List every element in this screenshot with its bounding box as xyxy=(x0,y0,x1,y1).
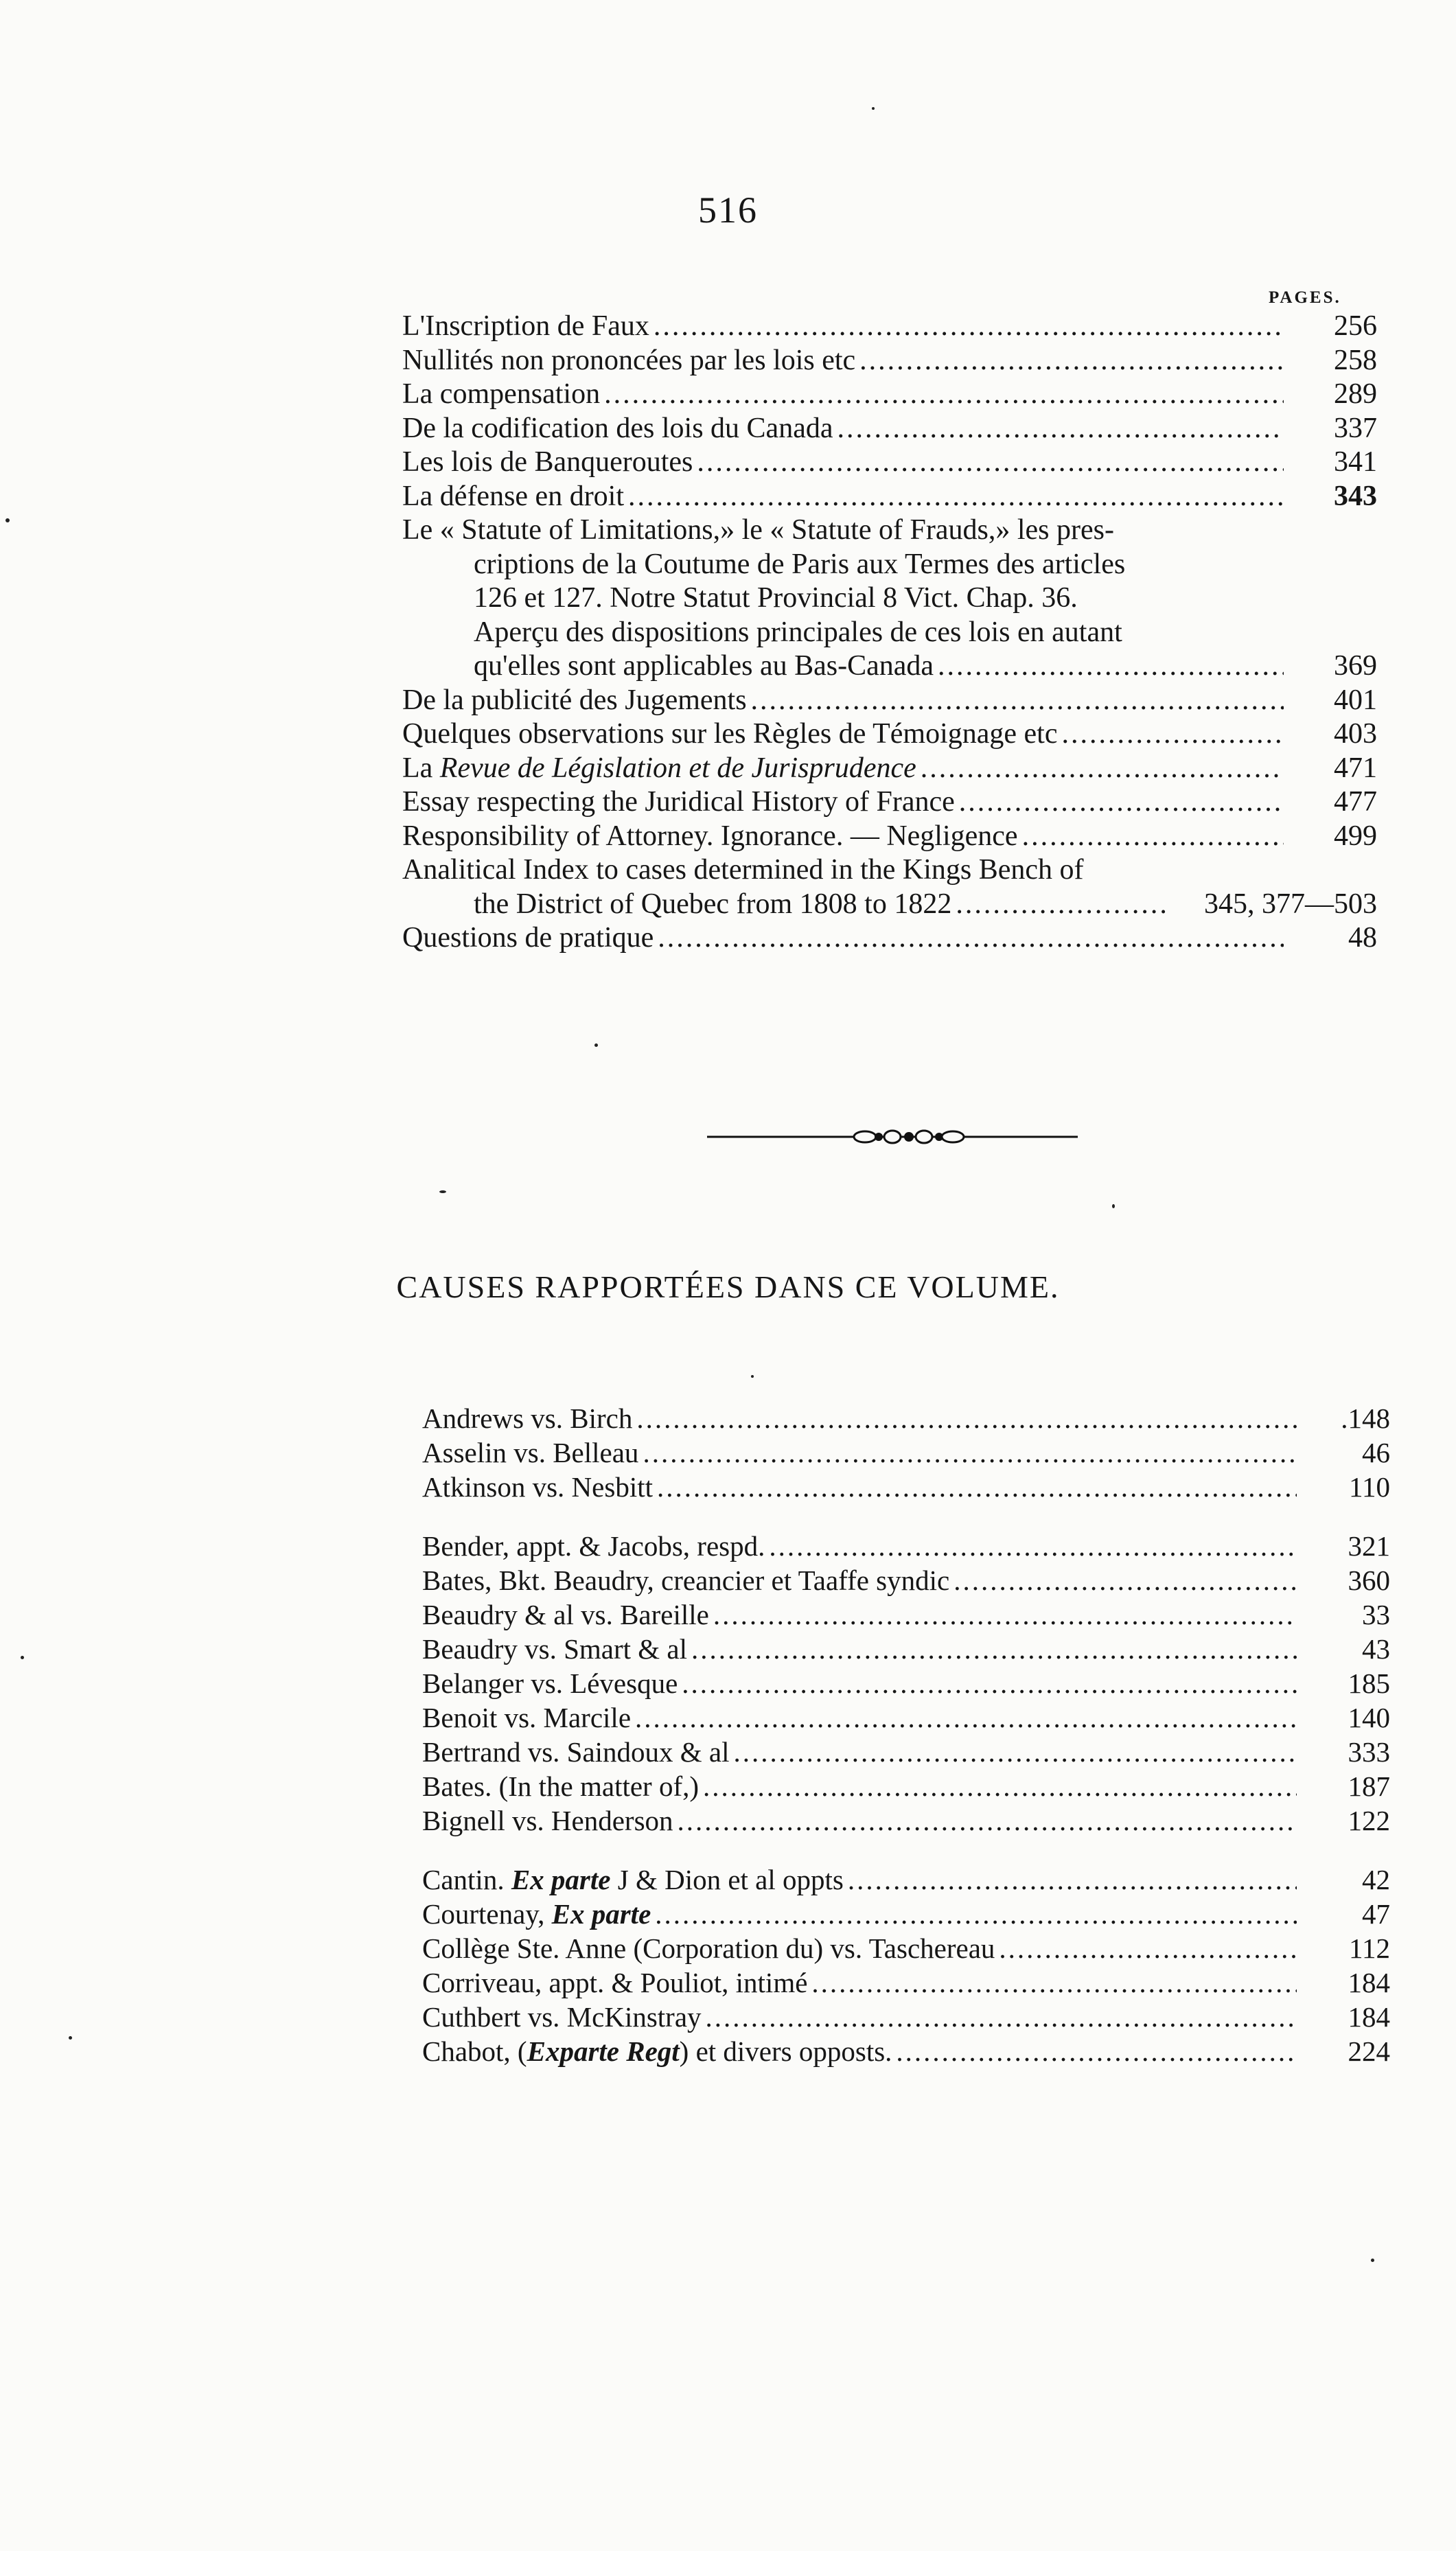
leader-dots xyxy=(657,1470,1297,1504)
leader-dots xyxy=(811,1965,1297,2000)
toc-entry-page: 256 xyxy=(1334,310,1377,342)
toc-entry-page: 401 xyxy=(1334,684,1377,716)
toc-entry-title-prefix: La xyxy=(402,752,440,784)
toc-entry-page: 337 xyxy=(1334,412,1377,444)
toc-entry-line: Le « Statute of Limitations,» le « Statute of Frauds,» les pres- xyxy=(402,514,1114,546)
case-page: 360 xyxy=(1348,1565,1390,1596)
toc-entry-line: Aperçu des dispositions principales de ces lois en autant xyxy=(474,616,1122,648)
toc-entry-line: 126 et 127. Notre Statut Provincial 8 Vict. Chap. 36. xyxy=(474,582,1078,614)
case-page: 122 xyxy=(1348,1805,1390,1836)
case-page: 333 xyxy=(1348,1736,1390,1768)
toc-entry-title: L'Inscription de Faux xyxy=(402,310,649,342)
toc-entry xyxy=(402,480,1377,514)
leader-dots xyxy=(859,344,1284,378)
toc-entry-page: 48 xyxy=(1348,922,1377,954)
case-name: Bates. (In the matter of,) xyxy=(422,1770,700,1802)
toc-entry-line: Analitical Index to cases determined in the Kings Bench of xyxy=(402,854,1084,886)
scan-speck xyxy=(439,1190,446,1193)
toc-entry xyxy=(402,820,1377,854)
toc-entry-line: criptions de la Coutume de Paris aux Termes des articles xyxy=(474,548,1126,580)
toc-entry-title-italic: Revue de Législation et de Jurisprudence xyxy=(439,752,916,784)
scan-speck xyxy=(5,518,10,522)
case-page: 110 xyxy=(1349,1471,1390,1503)
leader-dots xyxy=(896,2034,1297,2068)
toc-entry-page: 471 xyxy=(1334,752,1377,784)
case-page: 43 xyxy=(1362,1633,1390,1665)
scan-speck xyxy=(21,1656,24,1659)
toc-entry-page: 258 xyxy=(1334,344,1377,376)
list-item xyxy=(422,1965,1390,2000)
case-name-suffix: J & Dion et al oppts xyxy=(610,1864,844,1895)
scan-speck xyxy=(69,2036,72,2040)
case-name: Asselin vs. Belleau xyxy=(422,1437,639,1468)
toc-entry-page: 289 xyxy=(1334,378,1377,410)
leader-dots xyxy=(713,1597,1297,1632)
leader-dots xyxy=(751,684,1284,718)
case-page: 112 xyxy=(1349,1932,1390,1964)
toc-entry-line: qu'elles sont applicables au Bas-Canada xyxy=(474,650,934,682)
toc-entry-title: Responsibility of Attorney. Ignorance. — Negligence xyxy=(402,820,1018,852)
leader-dots xyxy=(658,921,1284,956)
list-item xyxy=(422,1862,1390,1897)
toc-entry xyxy=(402,785,1377,820)
toc-entry-multiline xyxy=(402,853,1377,921)
toc-entry-title: La compensation xyxy=(402,378,601,410)
page-number: 516 xyxy=(698,189,758,231)
list-item xyxy=(422,2000,1390,2034)
toc-entry-title: De la codification des lois du Canada xyxy=(402,412,833,444)
case-name xyxy=(422,2034,892,2068)
leader-dots xyxy=(691,1632,1297,1666)
leader-dots xyxy=(604,378,1284,412)
case-name: Cuthbert vs. McKinstray xyxy=(422,2001,702,2033)
list-item xyxy=(422,1803,1390,1838)
scan-speck xyxy=(1371,2259,1374,2262)
leader-dots xyxy=(959,785,1284,820)
leader-dots xyxy=(703,1769,1297,1803)
toc-entry xyxy=(402,921,1377,956)
ornamental-divider xyxy=(707,1123,1078,1151)
toc-entry xyxy=(402,310,1377,344)
toc-entry-page: 345, 377—503 xyxy=(1204,888,1377,920)
list-item xyxy=(422,1735,1390,1769)
list-item xyxy=(422,1700,1390,1735)
case-name: Beaudry vs. Smart & al xyxy=(422,1633,688,1665)
leader-dots xyxy=(921,752,1284,786)
list-item xyxy=(422,1529,1390,1563)
leader-dots xyxy=(1061,717,1284,752)
list-item xyxy=(422,1632,1390,1666)
case-name xyxy=(422,1862,844,1897)
toc-entry-title: Essay respecting the Juridical History of France xyxy=(402,786,955,818)
scan-speck xyxy=(1112,1204,1115,1208)
toc-entry xyxy=(402,378,1377,412)
toc-entry-page: 403 xyxy=(1334,718,1377,750)
leader-dots xyxy=(837,412,1284,446)
pages-column-header: PAGES. xyxy=(1269,288,1341,307)
toc-entry-line: the District of Quebec from 1808 to 1822 xyxy=(474,888,952,920)
list-item xyxy=(422,1597,1390,1632)
group-gap xyxy=(422,1838,1390,1862)
toc-entry xyxy=(402,446,1377,480)
leader-dots xyxy=(954,1563,1297,1597)
toc-entry-title xyxy=(402,752,916,786)
leader-dots xyxy=(678,1803,1297,1838)
case-name-italic: Ex parte xyxy=(551,1898,651,1930)
case-name: Benoit vs. Marcile xyxy=(422,1702,632,1733)
leader-dots xyxy=(734,1735,1297,1769)
list-item xyxy=(422,1435,1390,1470)
case-name-italic: Ex parte xyxy=(511,1864,611,1895)
leader-dots xyxy=(769,1529,1297,1563)
case-name-prefix: Chabot, ( xyxy=(422,2035,527,2067)
case-page: 42 xyxy=(1362,1864,1390,1895)
case-name-prefix: Cantin. xyxy=(422,1864,511,1895)
toc-entry-title: Quelques observations sur les Règles de Témoignage etc xyxy=(402,718,1058,750)
list-item xyxy=(422,1470,1390,1504)
toc-entry-title: De la publicité des Jugements xyxy=(402,684,747,716)
toc-entry xyxy=(402,752,1377,786)
toc-entry-title: Questions de pratique xyxy=(402,922,654,954)
causes-list xyxy=(422,1401,1390,2068)
toc-entry-multiline xyxy=(402,513,1377,684)
leader-dots xyxy=(999,1931,1297,1965)
case-page: 185 xyxy=(1348,1667,1390,1699)
toc-entry xyxy=(402,684,1377,718)
case-page: 321 xyxy=(1348,1530,1390,1562)
list-item xyxy=(422,2034,1390,2068)
case-name: Corriveau, appt. & Pouliot, intimé xyxy=(422,1967,808,1998)
leader-dots xyxy=(1022,820,1284,854)
list-item xyxy=(422,1563,1390,1597)
toc-entry xyxy=(402,717,1377,752)
list-item xyxy=(422,1666,1390,1700)
case-name: Bender, appt. & Jacobs, respd. xyxy=(422,1530,765,1562)
toc-entry xyxy=(402,344,1377,378)
case-page: .148 xyxy=(1341,1403,1390,1434)
case-page: 140 xyxy=(1348,1702,1390,1733)
toc-entry-page: 369 xyxy=(1334,650,1377,682)
leader-dots xyxy=(628,480,1284,514)
case-name: Andrews vs. Birch xyxy=(422,1403,633,1434)
case-page: 187 xyxy=(1348,1770,1390,1802)
case-page: 47 xyxy=(1362,1898,1390,1930)
toc-entry-title: Nullités non prononcées par les lois etc xyxy=(402,344,856,376)
leader-dots xyxy=(956,888,1167,922)
case-name: Bates, Bkt. Beaudry, creancier et Taaffe syndic xyxy=(422,1565,950,1596)
case-page: 33 xyxy=(1362,1599,1390,1630)
leader-dots xyxy=(635,1700,1297,1735)
case-name-italic: Exparte Regt xyxy=(527,2035,680,2067)
leader-dots xyxy=(706,2000,1297,2034)
case-name xyxy=(422,1897,651,1931)
group-gap xyxy=(422,1504,1390,1529)
list-item xyxy=(422,1897,1390,1931)
leader-dots xyxy=(682,1666,1297,1700)
section-title: CAUSES RAPPORTÉES DANS CE VOLUME. xyxy=(396,1269,1060,1304)
leader-dots xyxy=(655,1897,1297,1931)
list-item xyxy=(422,1931,1390,1965)
toc-entry-title: Les lois de Banqueroutes xyxy=(402,446,693,478)
case-page: 184 xyxy=(1348,1967,1390,1998)
case-name: Beaudry & al vs. Bareille xyxy=(422,1599,709,1630)
case-page: 184 xyxy=(1348,2001,1390,2033)
list-item xyxy=(422,1401,1390,1435)
case-name: Belanger vs. Lévesque xyxy=(422,1667,678,1699)
toc-entry-page: 477 xyxy=(1334,786,1377,818)
case-name-suffix: ) et divers opposts. xyxy=(679,2035,892,2067)
list-item xyxy=(422,1769,1390,1803)
toc-entry-page: 341 xyxy=(1334,446,1377,478)
scan-speck xyxy=(751,1375,754,1378)
case-name: Atkinson vs. Nesbitt xyxy=(422,1471,653,1503)
case-page: 46 xyxy=(1362,1437,1390,1468)
leader-dots xyxy=(643,1435,1297,1470)
scan-speck xyxy=(872,107,875,110)
leader-dots xyxy=(697,446,1284,480)
case-name: Bertrand vs. Saindoux & al xyxy=(422,1736,730,1768)
table-of-contents xyxy=(402,310,1377,956)
scan-speck xyxy=(594,1043,598,1047)
case-page: 224 xyxy=(1348,2035,1390,2067)
case-name-prefix: Courtenay, xyxy=(422,1898,552,1930)
toc-entry-page: 499 xyxy=(1334,820,1377,852)
leader-dots xyxy=(938,649,1284,684)
case-name: Collège Ste. Anne (Corporation du) vs. Taschereau xyxy=(422,1932,995,1964)
toc-entry-page: 343 xyxy=(1334,480,1377,512)
leader-dots xyxy=(848,1862,1297,1897)
leader-dots xyxy=(636,1401,1297,1435)
case-name: Bignell vs. Henderson xyxy=(422,1805,673,1836)
leader-dots xyxy=(654,310,1284,344)
toc-entry xyxy=(402,412,1377,446)
toc-entry-title: La défense en droit xyxy=(402,480,625,512)
